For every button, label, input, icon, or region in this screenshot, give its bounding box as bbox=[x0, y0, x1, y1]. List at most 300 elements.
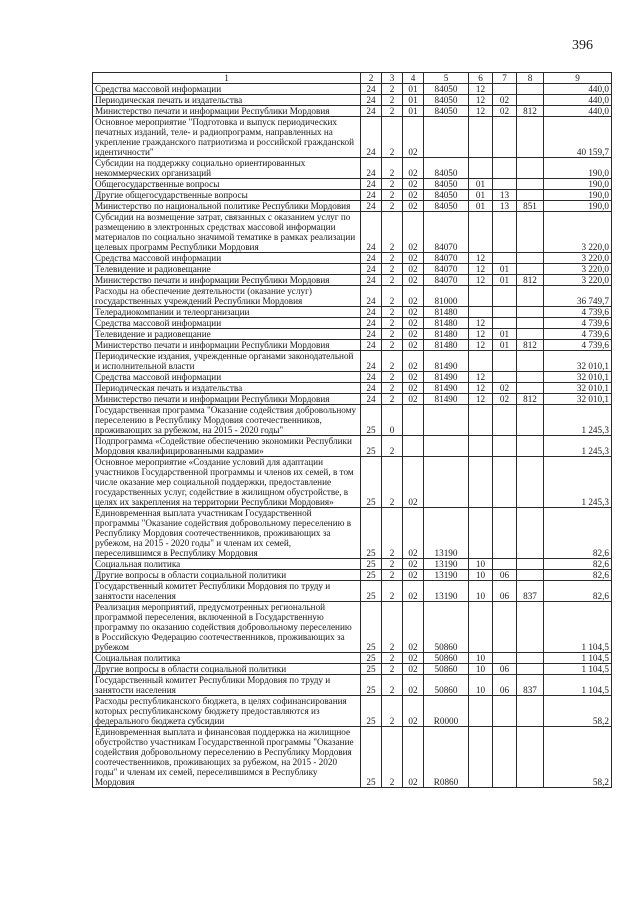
code-cell: 02 bbox=[493, 95, 517, 106]
code-cell bbox=[517, 179, 544, 190]
code-cell bbox=[517, 329, 544, 340]
code-cell: 84050 bbox=[424, 95, 469, 106]
code-cell bbox=[517, 457, 544, 508]
row-name-cell: Средства массовой информации bbox=[93, 84, 361, 95]
row-name-cell: Периодическая печать и издательства bbox=[93, 95, 361, 106]
code-cell bbox=[469, 351, 493, 372]
row-name-cell: Министерство по национальной политике Республики Мордовия bbox=[93, 201, 361, 212]
header-cell: 7 bbox=[493, 73, 517, 84]
code-cell bbox=[517, 508, 544, 559]
table-row bbox=[93, 602, 612, 653]
code-cell bbox=[493, 158, 517, 179]
header-cell: 8 bbox=[517, 73, 544, 84]
code-cell: 81480 bbox=[424, 340, 469, 351]
code-cell: 02 bbox=[403, 394, 424, 405]
amount-cell: 3 220,0 bbox=[544, 275, 612, 286]
code-cell bbox=[517, 653, 544, 664]
code-cell bbox=[493, 602, 517, 653]
code-cell: 851 bbox=[517, 201, 544, 212]
code-cell: 25 bbox=[361, 436, 382, 457]
code-cell: 2 bbox=[382, 275, 403, 286]
code-cell: 10 bbox=[469, 559, 493, 570]
code-cell: 24 bbox=[361, 318, 382, 329]
header-cell: 3 bbox=[382, 73, 403, 84]
table-row bbox=[93, 405, 612, 436]
code-cell: 13 bbox=[493, 201, 517, 212]
code-cell bbox=[424, 436, 469, 457]
code-cell bbox=[517, 318, 544, 329]
amount-cell: 440,0 bbox=[544, 106, 612, 117]
row-name-cell: Телевидение и радиовещание bbox=[93, 329, 361, 340]
code-cell bbox=[493, 559, 517, 570]
code-cell: 25 bbox=[361, 727, 382, 788]
code-cell bbox=[517, 286, 544, 307]
code-cell: 24 bbox=[361, 158, 382, 179]
code-cell: 2 bbox=[382, 559, 403, 570]
amount-cell: 32 010,1 bbox=[544, 351, 612, 372]
row-name-cell: Субсидии на поддержку социально ориентированных некоммерческих организаций bbox=[93, 158, 361, 179]
code-cell: 12 bbox=[469, 264, 493, 275]
code-cell: 01 bbox=[493, 340, 517, 351]
code-cell: 24 bbox=[361, 307, 382, 318]
table-header-row bbox=[93, 73, 612, 84]
table-row bbox=[93, 675, 612, 696]
code-cell: 12 bbox=[469, 340, 493, 351]
code-cell: 02 bbox=[403, 264, 424, 275]
row-name-cell: Другие вопросы в области социальной политики bbox=[93, 570, 361, 581]
code-cell: 2 bbox=[382, 457, 403, 508]
code-cell: 84050 bbox=[424, 179, 469, 190]
code-cell: 13190 bbox=[424, 570, 469, 581]
code-cell: 02 bbox=[493, 394, 517, 405]
code-cell bbox=[517, 84, 544, 95]
code-cell: 24 bbox=[361, 212, 382, 253]
code-cell bbox=[493, 351, 517, 372]
table-row bbox=[93, 727, 612, 788]
code-cell: 2 bbox=[382, 158, 403, 179]
row-name-cell: Реализация мероприятий, предусмотренных региональной программой переселения, включенной в Государственную программу по оказанию содействия добровольному переселению в Российскую Федерацию соотечественников, проживающих за рубежом bbox=[93, 602, 361, 653]
table-row bbox=[93, 394, 612, 405]
code-cell: 24 bbox=[361, 201, 382, 212]
code-cell: 81000 bbox=[424, 286, 469, 307]
table-row bbox=[93, 436, 612, 457]
code-cell bbox=[424, 405, 469, 436]
code-cell: 24 bbox=[361, 275, 382, 286]
table-row bbox=[93, 351, 612, 372]
code-cell: 02 bbox=[403, 653, 424, 664]
code-cell: 2 bbox=[382, 383, 403, 394]
code-cell: 24 bbox=[361, 117, 382, 158]
row-name-cell: Другие вопросы в области социальной политики bbox=[93, 664, 361, 675]
table-row bbox=[93, 457, 612, 508]
code-cell bbox=[517, 664, 544, 675]
code-cell: 2 bbox=[382, 675, 403, 696]
amount-cell: 82,6 bbox=[544, 570, 612, 581]
code-cell: 81490 bbox=[424, 383, 469, 394]
code-cell: 12 bbox=[469, 253, 493, 264]
code-cell: 2 bbox=[382, 84, 403, 95]
code-cell: 2 bbox=[382, 340, 403, 351]
code-cell: 02 bbox=[403, 340, 424, 351]
table-row bbox=[93, 383, 612, 394]
row-name-cell: Основное мероприятие "Подготовка и выпуск периодических печатных изданий, теле- и радиопрограмм, направленных на укрепление гражданского патриотизма и российской гражданской идентичности" bbox=[93, 117, 361, 158]
code-cell bbox=[517, 559, 544, 570]
code-cell: 01 bbox=[403, 95, 424, 106]
table-row bbox=[93, 106, 612, 117]
table-row bbox=[93, 84, 612, 95]
code-cell bbox=[469, 436, 493, 457]
header-cell: 2 bbox=[361, 73, 382, 84]
code-cell: 24 bbox=[361, 179, 382, 190]
code-cell: 2 bbox=[382, 394, 403, 405]
amount-cell: 3 220,0 bbox=[544, 212, 612, 253]
code-cell: 81490 bbox=[424, 351, 469, 372]
code-cell bbox=[469, 508, 493, 559]
amount-cell: 4 739,6 bbox=[544, 307, 612, 318]
code-cell: 81490 bbox=[424, 394, 469, 405]
code-cell: 25 bbox=[361, 602, 382, 653]
amount-cell: 82,6 bbox=[544, 508, 612, 559]
code-cell: 812 bbox=[517, 106, 544, 117]
code-cell bbox=[517, 264, 544, 275]
amount-cell: 1 104,5 bbox=[544, 664, 612, 675]
code-cell: 13190 bbox=[424, 508, 469, 559]
row-name-cell: Министерство печати и информации Республики Мордовия bbox=[93, 275, 361, 286]
code-cell bbox=[424, 117, 469, 158]
code-cell bbox=[469, 212, 493, 253]
code-cell bbox=[493, 179, 517, 190]
code-cell: 12 bbox=[469, 329, 493, 340]
row-name-cell: Государственный комитет Республики Мордовия по труду и занятости населения bbox=[93, 581, 361, 602]
code-cell bbox=[469, 117, 493, 158]
amount-cell: 4 739,6 bbox=[544, 329, 612, 340]
code-cell bbox=[517, 405, 544, 436]
table-row bbox=[93, 307, 612, 318]
row-name-cell: Социальная политика bbox=[93, 653, 361, 664]
amount-cell: 58,2 bbox=[544, 727, 612, 788]
row-name-cell: Министерство печати и информации Республики Мордовия bbox=[93, 106, 361, 117]
code-cell: 10 bbox=[469, 664, 493, 675]
code-cell: 2 bbox=[382, 212, 403, 253]
code-cell: 2 bbox=[382, 318, 403, 329]
code-cell: 01 bbox=[493, 264, 517, 275]
code-cell: 2 bbox=[382, 253, 403, 264]
code-cell: 25 bbox=[361, 664, 382, 675]
budget-table bbox=[92, 72, 612, 788]
amount-cell: 32 010,1 bbox=[544, 383, 612, 394]
code-cell: 2 bbox=[382, 508, 403, 559]
code-cell bbox=[517, 727, 544, 788]
row-name-cell: Министерство печати и информации Республики Мордовия bbox=[93, 340, 361, 351]
amount-cell: 4 739,6 bbox=[544, 340, 612, 351]
code-cell: 10 bbox=[469, 570, 493, 581]
amount-cell: 58,2 bbox=[544, 696, 612, 727]
code-cell: 84070 bbox=[424, 253, 469, 264]
code-cell bbox=[517, 383, 544, 394]
table-row bbox=[93, 158, 612, 179]
code-cell bbox=[469, 307, 493, 318]
code-cell: R0860 bbox=[424, 727, 469, 788]
code-cell: 02 bbox=[403, 581, 424, 602]
row-name-cell: Министерство печати и информации Республики Мордовия bbox=[93, 394, 361, 405]
code-cell: 13 bbox=[493, 190, 517, 201]
row-name-cell: Единовременная выплата и финансовая поддержка на жилищное обустройство участникам Государственной программы "Оказание содействия добровольному переселению в Республику Мордовия соотечественников, проживающих за рубежом, на 2015 - 2020 годы" и членам их семей, переселившимся в Республику Мордовия bbox=[93, 727, 361, 788]
code-cell: 2 bbox=[382, 570, 403, 581]
code-cell: 25 bbox=[361, 457, 382, 508]
code-cell: 24 bbox=[361, 383, 382, 394]
code-cell bbox=[469, 405, 493, 436]
code-cell: 2 bbox=[382, 653, 403, 664]
code-cell bbox=[403, 405, 424, 436]
header-cell: 6 bbox=[469, 73, 493, 84]
code-cell: 837 bbox=[517, 581, 544, 602]
code-cell bbox=[493, 727, 517, 788]
amount-cell: 3 220,0 bbox=[544, 253, 612, 264]
row-name-cell: Телерадиокомпании и телеорганизации bbox=[93, 307, 361, 318]
code-cell: 02 bbox=[403, 675, 424, 696]
table-row bbox=[93, 212, 612, 253]
code-cell bbox=[517, 190, 544, 201]
row-name-cell: Другие общегосударственные вопросы bbox=[93, 190, 361, 201]
code-cell bbox=[517, 307, 544, 318]
code-cell: 25 bbox=[361, 559, 382, 570]
table-row bbox=[93, 508, 612, 559]
amount-cell: 36 749,7 bbox=[544, 286, 612, 307]
code-cell bbox=[517, 570, 544, 581]
code-cell: 2 bbox=[382, 95, 403, 106]
table-row bbox=[93, 275, 612, 286]
code-cell: 02 bbox=[403, 508, 424, 559]
row-name-cell: Основное мероприятие «Создание условий для адаптации участников Государственной программы и членов их семей, в том числе оказание мер социальной поддержки, предоставление государственных услуг, содействие в жилищном обустройстве, в целях их закрепления на территории Республики Мордовия» bbox=[93, 457, 361, 508]
table-row bbox=[93, 190, 612, 201]
code-cell: 24 bbox=[361, 190, 382, 201]
amount-cell: 32 010,1 bbox=[544, 372, 612, 383]
code-cell: 2 bbox=[382, 727, 403, 788]
code-cell: 837 bbox=[517, 675, 544, 696]
code-cell bbox=[517, 372, 544, 383]
table-row bbox=[93, 264, 612, 275]
code-cell: 81490 bbox=[424, 372, 469, 383]
code-cell: 02 bbox=[403, 286, 424, 307]
code-cell: 24 bbox=[361, 264, 382, 275]
code-cell: 2 bbox=[382, 696, 403, 727]
code-cell: 02 bbox=[403, 190, 424, 201]
code-cell: 06 bbox=[493, 675, 517, 696]
code-cell bbox=[469, 457, 493, 508]
amount-cell: 1 245,3 bbox=[544, 436, 612, 457]
table-row bbox=[93, 570, 612, 581]
row-name-cell: Периодическая печать и издательства bbox=[93, 383, 361, 394]
code-cell: 84050 bbox=[424, 84, 469, 95]
amount-cell: 1 104,5 bbox=[544, 675, 612, 696]
code-cell: 24 bbox=[361, 372, 382, 383]
code-cell bbox=[517, 436, 544, 457]
code-cell: 812 bbox=[517, 394, 544, 405]
code-cell: 2 bbox=[382, 106, 403, 117]
code-cell: 02 bbox=[403, 664, 424, 675]
code-cell: 2 bbox=[382, 190, 403, 201]
header-cell: 9 bbox=[544, 73, 612, 84]
table-row bbox=[93, 201, 612, 212]
table-row bbox=[93, 559, 612, 570]
row-name-cell: Средства массовой информации bbox=[93, 372, 361, 383]
code-cell bbox=[424, 457, 469, 508]
code-cell: 06 bbox=[493, 570, 517, 581]
code-cell: 02 bbox=[403, 696, 424, 727]
table-row bbox=[93, 372, 612, 383]
code-cell: 50860 bbox=[424, 653, 469, 664]
code-cell bbox=[469, 602, 493, 653]
code-cell: 02 bbox=[403, 727, 424, 788]
amount-cell: 40 159,7 bbox=[544, 117, 612, 158]
header-cell: 5 bbox=[424, 73, 469, 84]
code-cell: 25 bbox=[361, 653, 382, 664]
code-cell: 2 bbox=[382, 307, 403, 318]
code-cell: 2 bbox=[382, 602, 403, 653]
code-cell bbox=[517, 212, 544, 253]
table-row bbox=[93, 253, 612, 264]
code-cell: 84050 bbox=[424, 158, 469, 179]
code-cell: 01 bbox=[469, 179, 493, 190]
code-cell bbox=[517, 696, 544, 727]
page-number: 396 bbox=[572, 38, 593, 53]
code-cell: 50860 bbox=[424, 675, 469, 696]
code-cell bbox=[493, 84, 517, 95]
row-name-cell: Подпрограмма «Содействие обеспечению экономики Республики Мордовия квалифицированными кадрами» bbox=[93, 436, 361, 457]
code-cell bbox=[493, 372, 517, 383]
code-cell: 24 bbox=[361, 253, 382, 264]
code-cell: 2 bbox=[382, 286, 403, 307]
code-cell: 81480 bbox=[424, 307, 469, 318]
code-cell bbox=[403, 436, 424, 457]
code-cell: 12 bbox=[469, 372, 493, 383]
code-cell: 12 bbox=[469, 383, 493, 394]
code-cell bbox=[469, 727, 493, 788]
code-cell bbox=[493, 405, 517, 436]
code-cell: 25 bbox=[361, 696, 382, 727]
code-cell: 25 bbox=[361, 581, 382, 602]
header-cell: 1 bbox=[93, 73, 361, 84]
row-name-cell: Расходы республиканского бюджета, в целях софинансирования которых республиканскому бюджету предоставляются из федерального бюджета субсидии bbox=[93, 696, 361, 727]
code-cell: 12 bbox=[469, 394, 493, 405]
code-cell: 2 bbox=[382, 351, 403, 372]
code-cell bbox=[469, 286, 493, 307]
table-row bbox=[93, 653, 612, 664]
code-cell: 84070 bbox=[424, 212, 469, 253]
code-cell bbox=[493, 286, 517, 307]
code-cell: 02 bbox=[403, 372, 424, 383]
table-row bbox=[93, 286, 612, 307]
code-cell: 24 bbox=[361, 95, 382, 106]
amount-cell: 190,0 bbox=[544, 201, 612, 212]
code-cell: 84050 bbox=[424, 106, 469, 117]
code-cell bbox=[493, 117, 517, 158]
code-cell: 81480 bbox=[424, 329, 469, 340]
code-cell: 2 bbox=[382, 117, 403, 158]
table-body bbox=[93, 73, 612, 788]
amount-cell: 1 104,5 bbox=[544, 653, 612, 664]
code-cell bbox=[517, 95, 544, 106]
code-cell bbox=[517, 253, 544, 264]
row-name-cell: Периодические издания, учрежденные органами законодательной и исполнительной власти bbox=[93, 351, 361, 372]
amount-cell: 440,0 bbox=[544, 84, 612, 95]
code-cell: 01 bbox=[469, 190, 493, 201]
code-cell: 84070 bbox=[424, 275, 469, 286]
code-cell: 81480 bbox=[424, 318, 469, 329]
code-cell: 02 bbox=[403, 253, 424, 264]
amount-cell: 82,6 bbox=[544, 559, 612, 570]
amount-cell: 190,0 bbox=[544, 190, 612, 201]
code-cell: 2 bbox=[382, 264, 403, 275]
code-cell: 25 bbox=[361, 508, 382, 559]
code-cell bbox=[469, 696, 493, 727]
code-cell: 2 bbox=[382, 436, 403, 457]
code-cell: 24 bbox=[361, 329, 382, 340]
table-row bbox=[93, 179, 612, 190]
code-cell: 2 bbox=[382, 201, 403, 212]
amount-cell: 440,0 bbox=[544, 95, 612, 106]
row-name-cell: Средства массовой информации bbox=[93, 318, 361, 329]
code-cell bbox=[517, 158, 544, 179]
code-cell: 12 bbox=[469, 95, 493, 106]
table-row bbox=[93, 318, 612, 329]
code-cell: 02 bbox=[403, 179, 424, 190]
code-cell: 10 bbox=[469, 653, 493, 664]
code-cell: 2 bbox=[382, 372, 403, 383]
code-cell: 02 bbox=[403, 559, 424, 570]
code-cell bbox=[493, 318, 517, 329]
code-cell: 02 bbox=[403, 570, 424, 581]
code-cell: 02 bbox=[403, 318, 424, 329]
amount-cell: 4 739,6 bbox=[544, 318, 612, 329]
row-name-cell: Телевидение и радиовещание bbox=[93, 264, 361, 275]
code-cell bbox=[493, 457, 517, 508]
code-cell: 01 bbox=[403, 84, 424, 95]
code-cell: 02 bbox=[403, 212, 424, 253]
code-cell: 84050 bbox=[424, 201, 469, 212]
code-cell: 12 bbox=[469, 84, 493, 95]
code-cell: 02 bbox=[403, 383, 424, 394]
amount-cell: 3 220,0 bbox=[544, 264, 612, 275]
row-name-cell: Общегосударственные вопросы bbox=[93, 179, 361, 190]
code-cell: 24 bbox=[361, 106, 382, 117]
code-cell: 02 bbox=[403, 602, 424, 653]
code-cell: 50860 bbox=[424, 602, 469, 653]
code-cell bbox=[517, 602, 544, 653]
code-cell bbox=[493, 653, 517, 664]
code-cell: 24 bbox=[361, 340, 382, 351]
code-cell: 24 bbox=[361, 84, 382, 95]
code-cell: 02 bbox=[493, 106, 517, 117]
code-cell bbox=[517, 351, 544, 372]
code-cell bbox=[517, 117, 544, 158]
table-row bbox=[93, 696, 612, 727]
amount-cell: 190,0 bbox=[544, 179, 612, 190]
code-cell: 02 bbox=[403, 351, 424, 372]
code-cell: 01 bbox=[493, 275, 517, 286]
code-cell: 24 bbox=[361, 394, 382, 405]
header-cell: 4 bbox=[403, 73, 424, 84]
code-cell: 812 bbox=[517, 340, 544, 351]
code-cell: 84050 bbox=[424, 190, 469, 201]
code-cell: R0000 bbox=[424, 696, 469, 727]
code-cell: 12 bbox=[469, 318, 493, 329]
code-cell: 13190 bbox=[424, 559, 469, 570]
code-cell: 02 bbox=[403, 201, 424, 212]
code-cell: 01 bbox=[403, 106, 424, 117]
table-row bbox=[93, 329, 612, 340]
code-cell: 01 bbox=[469, 201, 493, 212]
